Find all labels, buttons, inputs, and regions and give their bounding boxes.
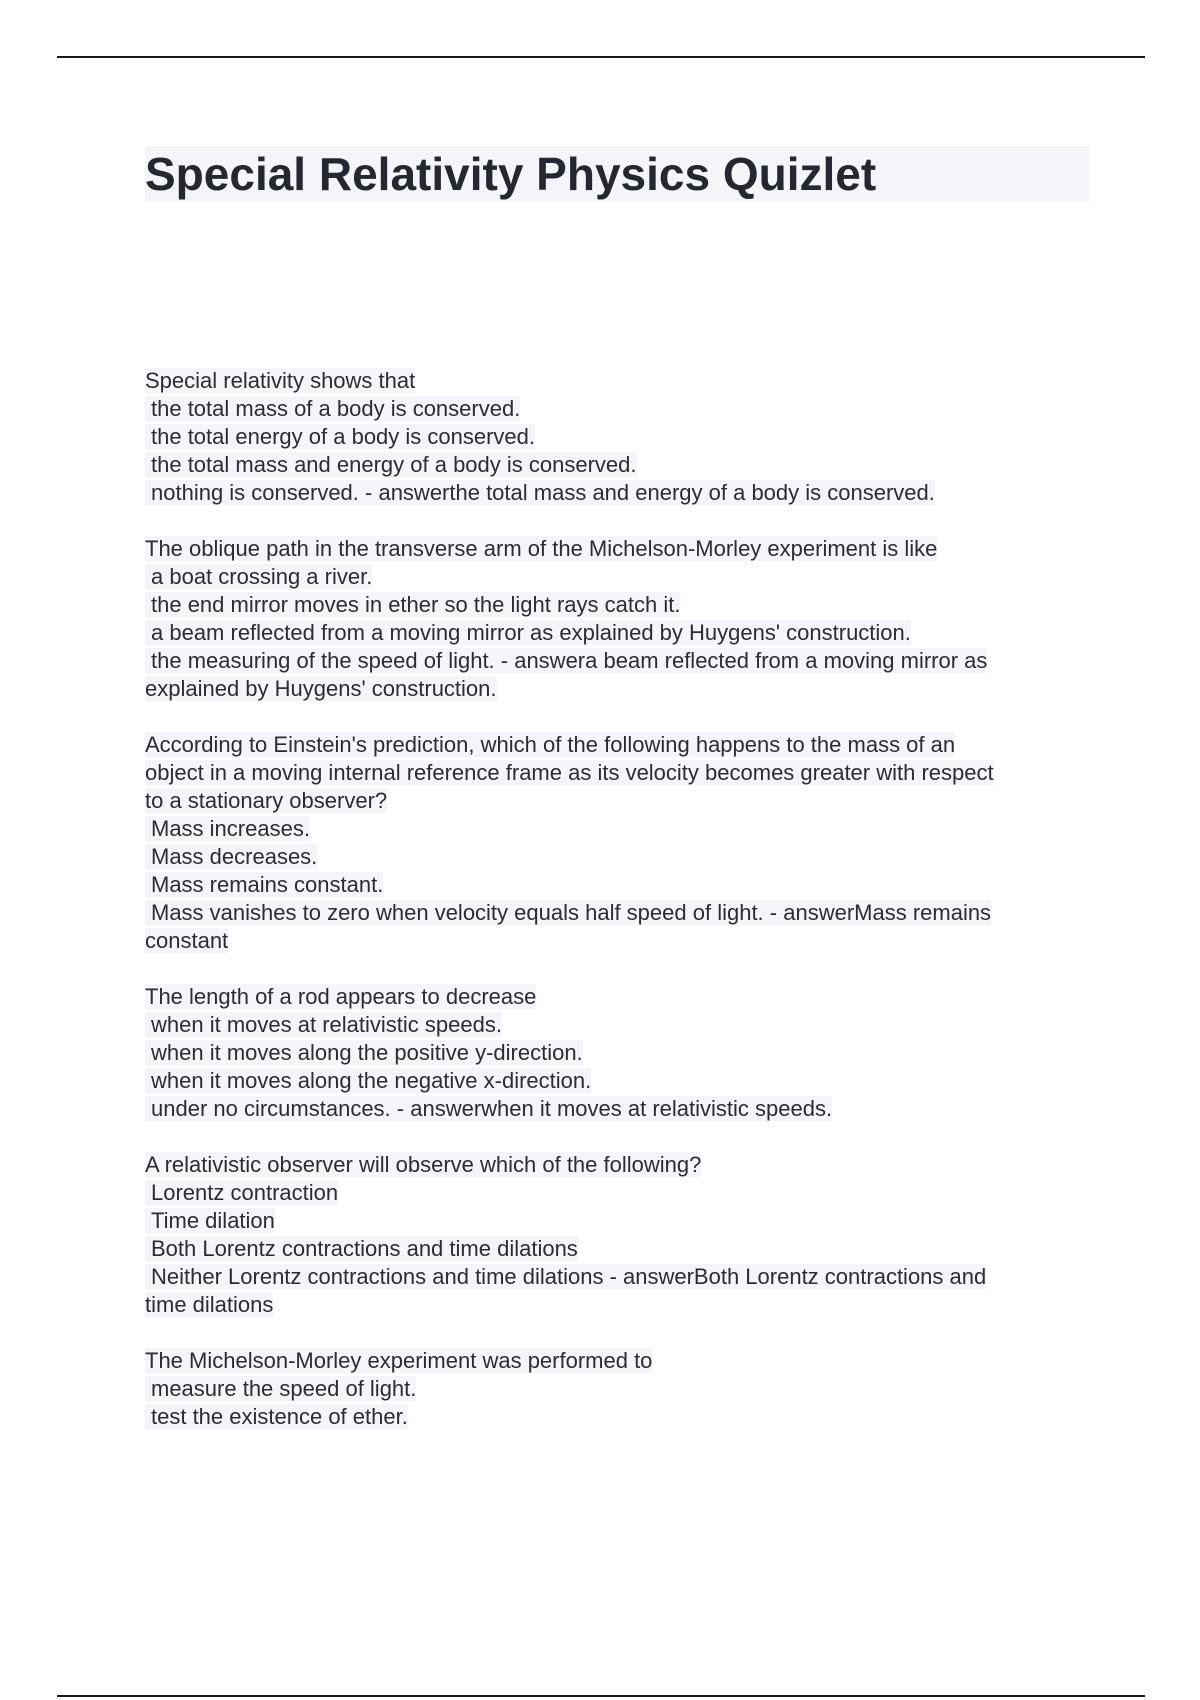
question-block xyxy=(145,1151,1085,1319)
question-block xyxy=(145,535,1085,703)
answer-option: the measuring of the speed of light. - answera beam reflected from a moving mirror as xyxy=(145,647,1085,675)
answer-continuation: explained by Huygens' construction. xyxy=(145,676,497,701)
question-block xyxy=(145,367,1085,507)
answer-continuation: time dilations xyxy=(145,1292,274,1317)
answer-option: Lorentz contraction xyxy=(145,1179,1085,1207)
question-text: object in a moving internal reference frame as its velocity becomes greater with respect xyxy=(145,760,994,785)
answer-option: a beam reflected from a moving mirror as explained by Huygens' construction. xyxy=(145,619,1085,647)
answer-option: a boat crossing a river. xyxy=(145,563,1085,591)
answer-option: Mass vanishes to zero when velocity equals half speed of light. - answerMass remains xyxy=(145,899,1085,927)
answer-option: Mass remains constant. xyxy=(145,871,1085,899)
question-text: The oblique path in the transverse arm of the Michelson-Morley experiment is like xyxy=(145,536,938,561)
answer-option: Neither Lorentz contractions and time dilations - answerBoth Lorentz contractions and xyxy=(145,1263,1085,1291)
question-text: According to Einstein's prediction, which of the following happens to the mass of an xyxy=(145,732,956,757)
question-text: A relativistic observer will observe which of the following? xyxy=(145,1152,702,1177)
answer-option: measure the speed of light. xyxy=(145,1375,1085,1403)
answer-option: when it moves at relativistic speeds. xyxy=(145,1011,1085,1039)
answer-option: test the existence of ether. xyxy=(145,1403,1085,1431)
answer-continuation: constant xyxy=(145,928,229,953)
question-text: The Michelson-Morley experiment was performed to xyxy=(145,1348,653,1373)
question-text: Special relativity shows that xyxy=(145,368,416,393)
question-block xyxy=(145,1347,1085,1431)
question-text: The length of a rod appears to decrease xyxy=(145,984,537,1009)
top-rule xyxy=(57,56,1145,58)
answer-option: Mass increases. xyxy=(145,815,1085,843)
answer-option: under no circumstances. - answerwhen it moves at relativistic speeds. xyxy=(145,1095,1085,1123)
quiz-content xyxy=(145,367,1085,1459)
page-title: Special Relativity Physics Quizlet xyxy=(145,148,877,200)
answer-option: Mass decreases. xyxy=(145,843,1085,871)
question-block xyxy=(145,983,1085,1123)
answer-option: the total mass and energy of a body is conserved. xyxy=(145,451,1085,479)
answer-option: the total energy of a body is conserved. xyxy=(145,423,1085,451)
answer-option: Both Lorentz contractions and time dilations xyxy=(145,1235,1085,1263)
answer-option: when it moves along the negative x-direction. xyxy=(145,1067,1085,1095)
question-block xyxy=(145,731,1085,955)
answer-option: the total mass of a body is conserved. xyxy=(145,395,1085,423)
answer-option: when it moves along the positive y-direction. xyxy=(145,1039,1085,1067)
answer-option: nothing is conserved. - answerthe total mass and energy of a body is conserved. xyxy=(145,479,1085,507)
answer-option: the end mirror moves in ether so the light rays catch it. xyxy=(145,591,1085,619)
answer-option: Time dilation xyxy=(145,1207,1085,1235)
question-text: to a stationary observer? xyxy=(145,788,388,813)
bottom-rule xyxy=(57,1695,1145,1697)
